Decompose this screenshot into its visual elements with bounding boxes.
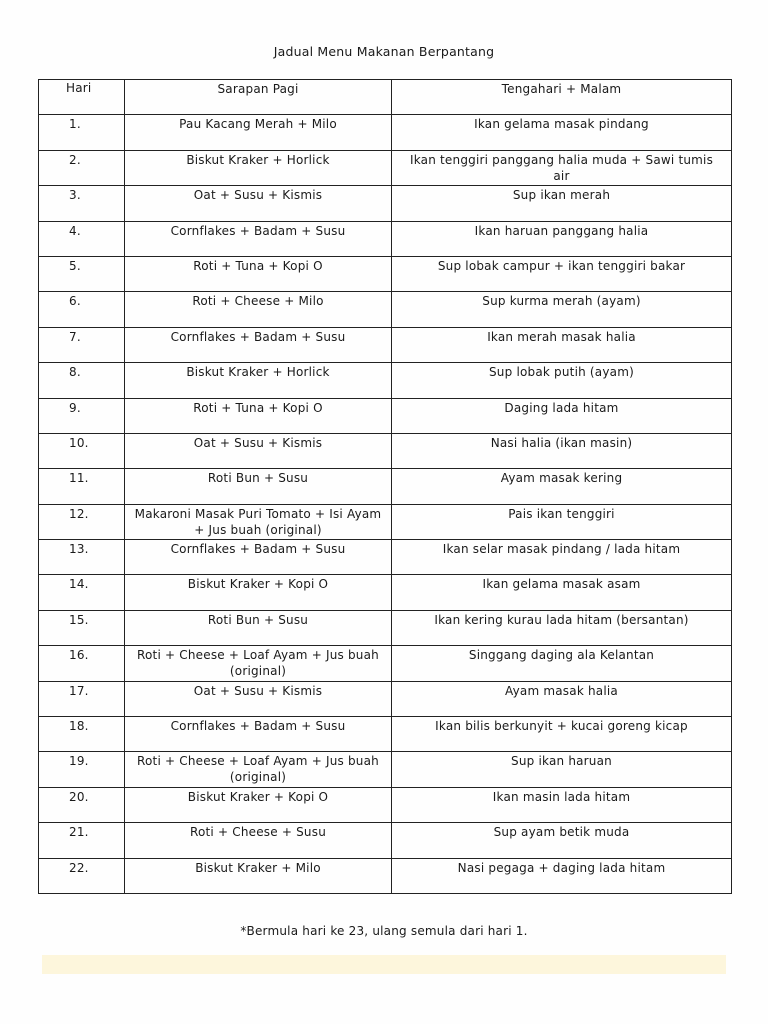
cell-breakfast: Roti Bun + Susu	[125, 610, 392, 645]
cell-lunch-dinner: Daging lada hitam	[392, 398, 732, 433]
cell-day: 14.	[39, 575, 125, 610]
highlight-band	[42, 955, 726, 974]
cell-day: 9.	[39, 398, 125, 433]
cell-day: 17.	[39, 681, 125, 716]
table-row	[39, 327, 732, 362]
table-header-row	[39, 80, 732, 115]
table-row	[39, 433, 732, 468]
cell-day: 7.	[39, 327, 125, 362]
table-row	[39, 150, 732, 185]
header-lunch-dinner: Tengahari + Malam	[392, 80, 732, 115]
cell-breakfast: Roti + Cheese + Susu	[125, 823, 392, 858]
table-row	[39, 858, 732, 893]
table-row	[39, 292, 732, 327]
cell-lunch-dinner: Ayam masak kering	[392, 469, 732, 504]
cell-day: 6.	[39, 292, 125, 327]
cell-breakfast: Oat + Susu + Kismis	[125, 681, 392, 716]
cell-day: 22.	[39, 858, 125, 893]
table-row	[39, 363, 732, 398]
cell-lunch-dinner: Ikan merah masak halia	[392, 327, 732, 362]
cell-breakfast: Cornflakes + Badam + Susu	[125, 327, 392, 362]
footnote: *Bermula hari ke 23, ulang semula dari hari 1.	[240, 924, 528, 938]
cell-breakfast: Roti + Cheese + Milo	[125, 292, 392, 327]
cell-breakfast: Biskut Kraker + Horlick	[125, 150, 392, 185]
cell-day: 10.	[39, 433, 125, 468]
cell-lunch-dinner: Ayam masak halia	[392, 681, 732, 716]
header-day: Hari	[39, 80, 125, 115]
cell-lunch-dinner: Ikan kering kurau lada hitam (bersantan)	[392, 610, 732, 645]
table-row	[39, 469, 732, 504]
table-row	[39, 823, 732, 858]
cell-lunch-dinner: Pais ikan tenggiri	[392, 504, 732, 539]
cell-lunch-dinner: Nasi pegaga + daging lada hitam	[392, 858, 732, 893]
cell-lunch-dinner: Nasi halia (ikan masin)	[392, 433, 732, 468]
cell-day: 19.	[39, 752, 125, 787]
table-row	[39, 681, 732, 716]
cell-day: 3.	[39, 186, 125, 221]
cell-day: 20.	[39, 787, 125, 822]
cell-breakfast: Pau Kacang Merah + Milo	[125, 115, 392, 150]
cell-lunch-dinner: Ikan bilis berkunyit + kucai goreng kicap	[392, 717, 732, 752]
cell-breakfast: Cornflakes + Badam + Susu	[125, 717, 392, 752]
cell-breakfast: Roti Bun + Susu	[125, 469, 392, 504]
cell-breakfast: Roti + Tuna + Kopi O	[125, 398, 392, 433]
cell-lunch-dinner: Sup lobak campur + ikan tenggiri bakar	[392, 256, 732, 291]
header-breakfast: Sarapan Pagi	[125, 80, 392, 115]
menu-body	[39, 115, 732, 894]
table-row	[39, 504, 732, 539]
cell-breakfast: Oat + Susu + Kismis	[125, 186, 392, 221]
cell-breakfast: Cornflakes + Badam + Susu	[125, 221, 392, 256]
cell-day: 15.	[39, 610, 125, 645]
cell-lunch-dinner: Sup lobak putih (ayam)	[392, 363, 732, 398]
cell-lunch-dinner: Ikan haruan panggang halia	[392, 221, 732, 256]
table-row	[39, 115, 732, 150]
cell-day: 2.	[39, 150, 125, 185]
table-row	[39, 256, 732, 291]
cell-breakfast: Biskut Kraker + Horlick	[125, 363, 392, 398]
table-row	[39, 752, 732, 787]
cell-lunch-dinner: Ikan masin lada hitam	[392, 787, 732, 822]
cell-day: 4.	[39, 221, 125, 256]
table-row	[39, 186, 732, 221]
cell-day: 5.	[39, 256, 125, 291]
cell-breakfast: Biskut Kraker + Kopi O	[125, 575, 392, 610]
cell-day: 16.	[39, 646, 125, 681]
cell-breakfast: Roti + Tuna + Kopi O	[125, 256, 392, 291]
table-row	[39, 540, 732, 575]
cell-day: 12.	[39, 504, 125, 539]
cell-lunch-dinner: Ikan tenggiri panggang halia muda + Sawi tumis air	[392, 150, 732, 185]
cell-breakfast: Biskut Kraker + Kopi O	[125, 787, 392, 822]
cell-lunch-dinner: Sup ikan haruan	[392, 752, 732, 787]
cell-breakfast: Cornflakes + Badam + Susu	[125, 540, 392, 575]
cell-lunch-dinner: Ikan gelama masak pindang	[392, 115, 732, 150]
cell-lunch-dinner: Ikan gelama masak asam	[392, 575, 732, 610]
cell-lunch-dinner: Sup kurma merah (ayam)	[392, 292, 732, 327]
cell-day: 8.	[39, 363, 125, 398]
cell-lunch-dinner: Sup ayam betik muda	[392, 823, 732, 858]
menu-table	[38, 79, 732, 894]
table-row	[39, 610, 732, 645]
cell-breakfast: Makaroni Masak Puri Tomato + Isi Ayam + Jus buah (original)	[125, 504, 392, 539]
table-row	[39, 398, 732, 433]
cell-day: 21.	[39, 823, 125, 858]
cell-lunch-dinner: Ikan selar masak pindang / lada hitam	[392, 540, 732, 575]
cell-breakfast: Roti + Cheese + Loaf Ayam + Jus buah (original)	[125, 646, 392, 681]
cell-day: 11.	[39, 469, 125, 504]
cell-breakfast: Roti + Cheese + Loaf Ayam + Jus buah (original)	[125, 752, 392, 787]
table-row	[39, 575, 732, 610]
table-row	[39, 717, 732, 752]
cell-lunch-dinner: Singgang daging ala Kelantan	[392, 646, 732, 681]
cell-breakfast: Biskut Kraker + Milo	[125, 858, 392, 893]
table-row	[39, 787, 732, 822]
table-row	[39, 646, 732, 681]
cell-lunch-dinner: Sup ikan merah	[392, 186, 732, 221]
cell-day: 13.	[39, 540, 125, 575]
cell-day: 1.	[39, 115, 125, 150]
page-title: Jadual Menu Makanan Berpantang	[273, 44, 495, 59]
table-row	[39, 221, 732, 256]
cell-day: 18.	[39, 717, 125, 752]
cell-breakfast: Oat + Susu + Kismis	[125, 433, 392, 468]
